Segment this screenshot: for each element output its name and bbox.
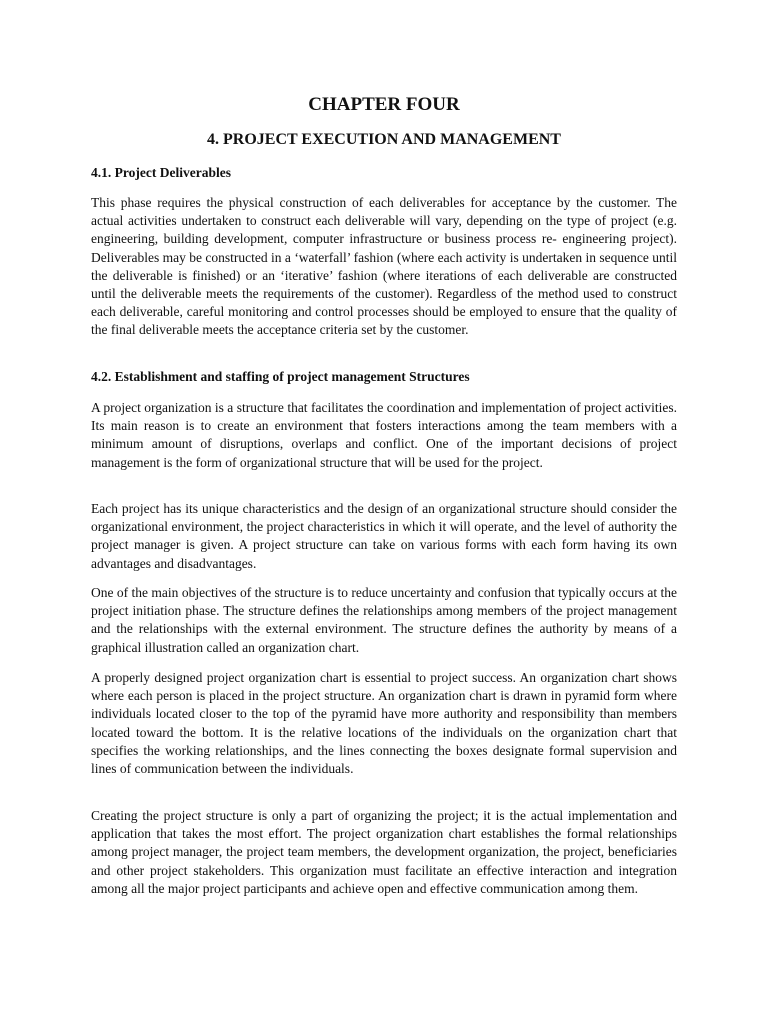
paragraph-organization-chart: A properly designed project organization chart is essential to project success. An organization chart shows where each person is placed in the project structure. An organization chart is drawn in pyramid form where individuals located closer to the top of the pyramid have more authority and responsibility than members located toward the bottom. It is the relative locations of the individuals on the organization chart that specifies the working relationships, and the lines connecting the boxes designate formal supervision and lines of communication between the individuals. (91, 670, 677, 777)
paragraph-structure-objectives: One of the main objectives of the structure is to reduce uncertainty and confusion that typically occurs at the project initiation phase. The structure defines the relationships among members of the project management and the relationships with the external environment. The structure defines the authority by means of a graphical illustration called an organization chart. (91, 585, 677, 655)
chapter-title: CHAPTER FOUR (308, 94, 460, 115)
paragraph-deliverables: This phase requires the physical construction of each deliverables for acceptance by the customer. The actual activities undertaken to construct each deliverable will vary, depending on the type of project (e.g. engineering, building development, computer infrastructure or business process re- engineering project). Deliverables may be constructed in a ‘waterfall’ fashion (where each activity is undertaken in sequence until the deliverable is finished) or an ‘iterative’ fashion (where iterations of each deliverable are constructed until the deliverable meets the requirements of the customer). Regardless of the method used to construct each deliverable, careful monitoring and control processes should be employed to ensure that the quality of the final deliverable meets the acceptance criteria set by the customer. (91, 195, 677, 338)
paragraph-unique-characteristics: Each project has its unique characteristics and the design of an organizational structure should consider the organizational environment, the project characteristics in which it will operate, and the level of authority the project manager is given. A project structure can take on various forms with each form having its own advantages and disadvantages. (91, 501, 677, 571)
paragraph-creating-structure: Creating the project structure is only a part of organizing the project; it is the actual implementation and application that takes the most effort. The project organization chart establishes the formal relationships among project manager, the project team members, the development organization, the project, beneficiaries and other project stakeholders. This organization must facilitate an effective interaction and integration among all the major project participants and achieve open and effective communication among them. (91, 808, 677, 896)
main-heading: 4. PROJECT EXECUTION AND MANAGEMENT (207, 131, 561, 148)
section-heading-4-2: 4.2. Establishment and staffing of project management Structures (91, 369, 470, 384)
paragraph-project-organization: A project organization is a structure that facilitates the coordination and implementation of project activities. Its main reason is to create an environment that fosters interactions among the team members with a minimum amount of disruptions, overlaps and conflict. One of the important decisions of project management is the form of organizational structure that will be used for the project. (91, 400, 677, 470)
section-heading-4-1: 4.1. Project Deliverables (91, 165, 231, 180)
